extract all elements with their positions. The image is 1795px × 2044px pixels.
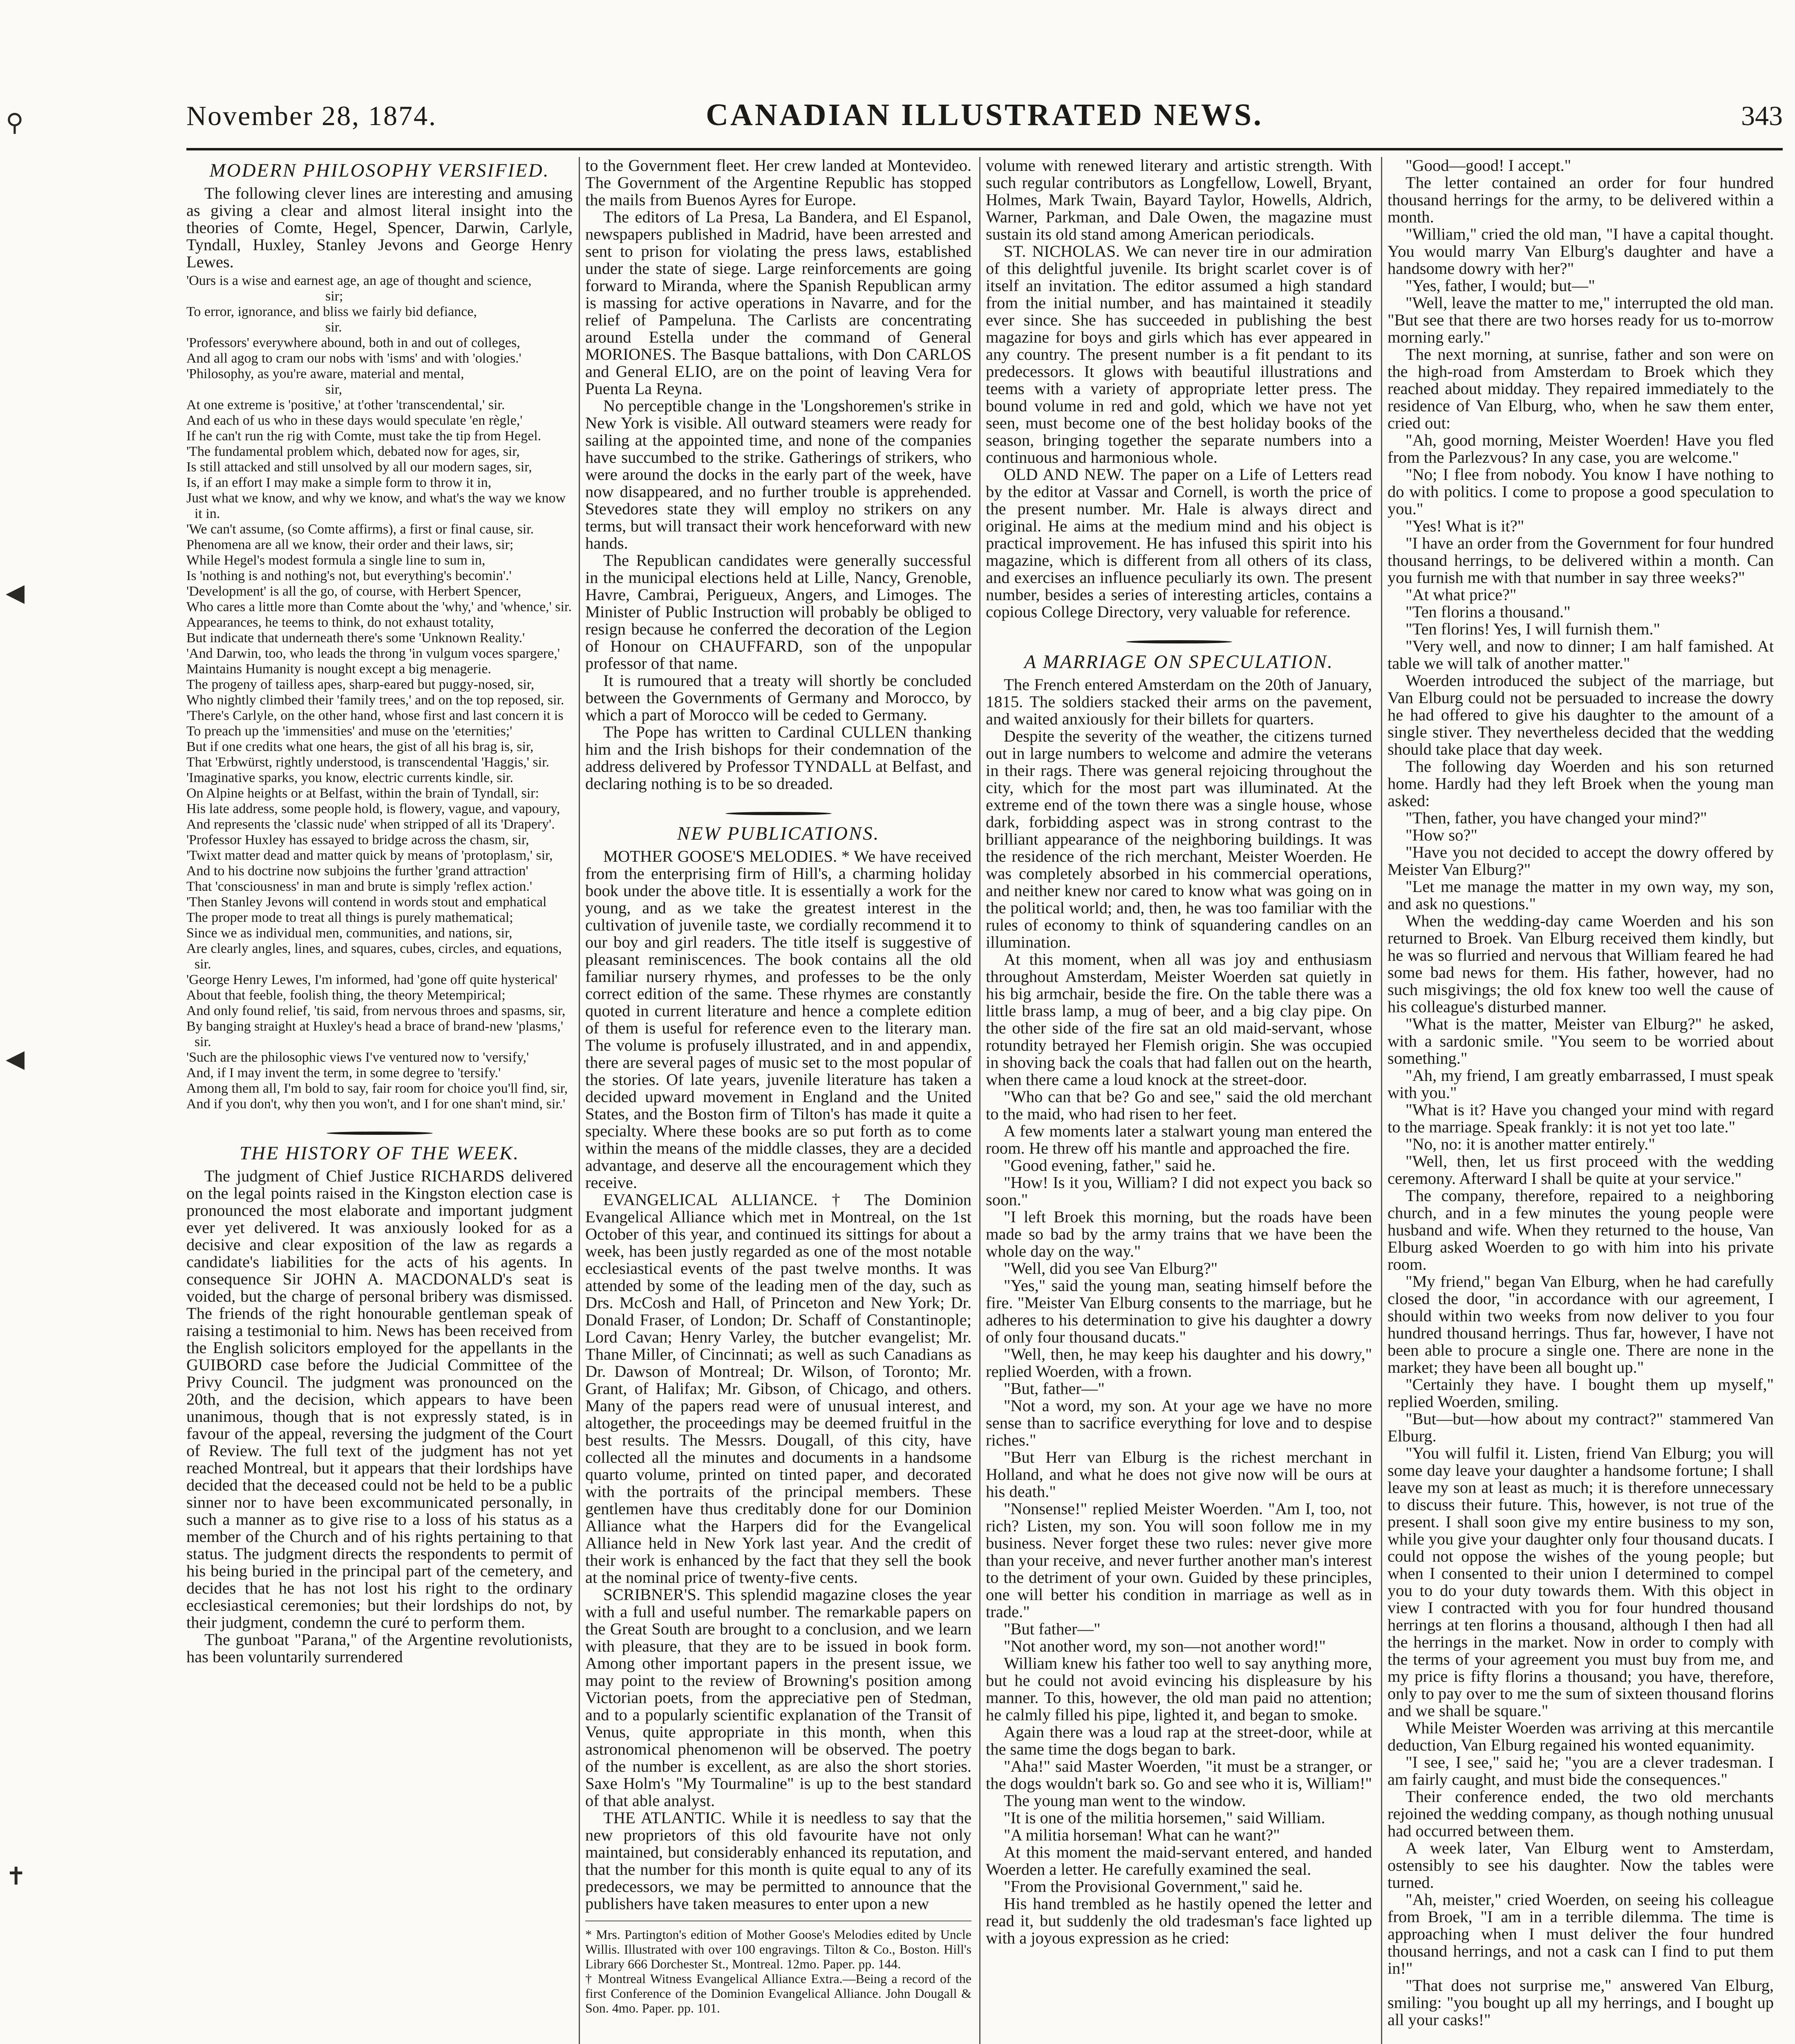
story-paragraph: "Let me manage the matter in my own way, my son, and ask no questions." [1388, 877, 1774, 913]
story-paragraph: "How! Is it you, William? I did not expect you back so soon." [986, 1173, 1372, 1209]
review-paragraph: MOTHER GOOSE'S MELODIES. * We have received from the enterprising firm of Hill's, a charming holiday book under the above title. It is essentially a work for the young, and as we take the greatest interest in the cultivation of juvenile taste, we cordially recommend it to our boy and girl readers. The title itself is suggestive of pleasant reminiscences. The book contains all the old familiar nursery rhymes, and professes to be the only correct edition of the same. These rhymes are constantly quoted in current literature and hence a complete edition of them is useful for reference even to the literary man. The volume is profusely illustrated, and in and appendix, there are several pages of music set to the most popular of the stories. Of late years, juvenile literature has taken a decided upward movement in England and the United States, and the Boston firm of Tilton's has made it quite a specialty. Where these books are so put forth as to come within the means of the middle classes, they are a decided advantage, and deserve all the encouragement which they receive. [585, 847, 971, 1192]
story-paragraph: At this moment, when all was joy and enthusiasm throughout Amsterdam, Meister Woerden sat quietly in his big armchair, beside the fire. On the table there was a little brass lamp, a mug of beer, and a big clay pipe. On the other side of the fire sat an old maid-servant, whose rotundity betrayed her Flemish origin. She was occupied in shoving back the coals that had fallen out on the hearth, when there came a loud knock at the street-door. [986, 950, 1372, 1089]
poem-line: By banging straight at Huxley's head a brace of brand-new 'plasms,' sir. [186, 1019, 563, 1049]
poem-line: 'Then Stanley Jevons will contend in words stout and emphatical [186, 894, 547, 910]
story-paragraph: The company, therefore, repaired to a neighboring church, and in a few minutes the young people were husband and wife. When they returned to the house, Van Elburg asked Woerden to go with him into his private room. [1388, 1186, 1774, 1273]
story-paragraph: William knew his father too well to say anything more, but he could not avoid evincing his displeasure by his manner. To this, however, the old man paid no attention; he calmly filled his pipe, lighted it, and began to smoke. [986, 1654, 1372, 1724]
poem-line: 'Twixt matter dead and matter quick by means of 'protoplasm,' sir, [186, 848, 553, 863]
poem-line: And each of us who in these days would speculate 'en règle,' [186, 413, 523, 428]
poem-line: 'Development' is all the go, of course, with Herbert Spencer, [186, 584, 521, 599]
review-paragraph: THE ATLANTIC. While it is needless to say that the new proprietors of this old favourite have not only maintained, but considerably enhanced its reputation, and that the number for this month is quite equal to any of its predecessors, we may be permitted to announce that the publishers have taken measures to enter upon a new [585, 1809, 971, 1913]
column-rule [579, 157, 580, 2044]
story-paragraph: "What is it? Have you changed your mind with regard to the marriage. Speak frankly: it is not yet too late." [1388, 1100, 1774, 1136]
review-paragraph: SCRIBNER'S. This splendid magazine closes the year with a full and useful number. The remarkable papers on the Great South are brought to a conclusion, and we learn with pleasure, that they are to be issued in book form. Among other important papers in the present issue, we may point to the review of Browning's position among Victorian poets, from the appreciative pen of Stedman, and to a popularly scientific explanation of the Transit of Venus, quite appropriate in this month, when this astronomical phenomenon will be observed. The poetry of the number is excellent, as are also the short stories. Saxe Holm's "My Tourmaline" is up to the best standard of that able analyst. [585, 1585, 971, 1810]
poem-line: Is, if an effort I may make a simple form to throw it in, [186, 475, 492, 490]
footnote: † Montreal Witness Evangelical Alliance Extra.—Being a record of the first Conference of the Dominion Evangelical Alliance. John Dougall & Son. 4mo. Paper. pp. 101. [585, 1971, 971, 2015]
poem-line: Since we as individual men, communities, and nations, sir, [186, 926, 513, 941]
poem-line: That 'consciousness' in man and brute is simply 'reflex action.' [186, 879, 532, 894]
poem-line: The proper mode to treat all things is purely mathematical; [186, 910, 513, 925]
poem-line: 'Imaginative sparks, you know, electric currents kindle, sir. [186, 770, 513, 785]
poem-line: And, if I may invent the term, in some degree to 'tersify.' [186, 1065, 501, 1080]
poem-line: To error, ignorance, and bliss we fairly bid defiance, [186, 304, 477, 319]
poem-line: And if you don't, why then you won't, and I for one shan't mind, sir.' [186, 1096, 566, 1112]
story-paragraph: "Ah, good morning, Meister Woerden! Have you fled from the Parlezvous? In any case, you are welcome." [1388, 431, 1774, 466]
story-paragraph: "Yes," said the young man, seating himself before the fire. "Meister Van Elburg consents to the marriage, but he adheres to his determination to give his daughter a dowry of only four thousand ducats." [986, 1276, 1372, 1346]
poem-line-turnover: sir; [325, 289, 343, 304]
story-paragraph: "I have an order from the Government for four hundred thousand herrings, to be delivered within a month. Can you furnish me with that number in say three weeks?" [1388, 534, 1774, 587]
story-paragraph: "Ten florins a thousand." [1406, 603, 1571, 621]
story-paragraph: "I see, I see," said he; "you are a clever tradesman. I am fairly caught, and must bide the consequences." [1388, 1753, 1774, 1788]
poem-line: Among them all, I'm bold to say, fair room for choice you'll find, sir, [186, 1081, 568, 1096]
story-paragraph: "From the Provisional Government," said he. [1004, 1877, 1303, 1896]
section-divider [986, 630, 1372, 647]
story-paragraph: "A militia horseman! What can he want?" [1004, 1826, 1280, 1844]
story-paragraph: "At what price?" [1406, 585, 1517, 604]
poem-line: If he can't run the rig with Comte, must take the tip from Hegel. [186, 428, 542, 444]
section-divider [585, 801, 971, 818]
poem-line: But if one credits what one hears, the gist of all his brag is, sir, [186, 739, 534, 754]
article-paragraph: to the Government fleet. Her crew landed at Montevideo. The Government of the Argentine Republic has stopped the mails from Buenos Ayres for Europe. [585, 157, 971, 209]
story-paragraph: "Well, then, he may keep his daughter and his dowry," replied Woerden, with a frown. [986, 1345, 1372, 1381]
poem-line: 'Such are the philosophic views I've ventured now to 'versify,' [186, 1050, 529, 1065]
poem-line: 'George Henry Lewes, I'm informed, had 'gone off quite hysterical' [186, 972, 557, 987]
story-paragraph: The French entered Amsterdam on the 20th of January, 1815. The soldiers stacked their arms on the pavement, and waited anxiously for their billets for quarters. [986, 675, 1372, 728]
story-paragraph: "That does not surprise me," answered Van Elburg, smiling: "you bought up all my herrings, and I bought up all your casks!" [1388, 1976, 1774, 2029]
story-paragraph: "Well, did you see Van Elburg?" [1004, 1259, 1218, 1278]
article-paragraph: It is rumoured that a treaty will shortly be concluded between the Governments of Germany and Morocco, by which a part of Morocco will be ceded to Germany. [585, 671, 971, 724]
story-paragraph: "But, father—" [1004, 1379, 1105, 1398]
story-paragraph: "What is the matter, Meister van Elburg?" he asked, with a sardonic smile. "You seem to be worried about something." [1388, 1015, 1774, 1067]
article-paragraph: The Republican candidates were generally successful in the municipal elections held at Lille, Nancy, Grenoble, Havre, Cambrai, Perigueux, Angers, and Limoges. The Minister of Public Instruction will probably be obliged to resign because he conferred the decoration of the Legion of Honour on CHAUFFARD, son of the unpopular professor of that name. [585, 551, 971, 672]
poem-line: And represents the 'classic nude' when stripped of all its 'Drapery'. [186, 817, 555, 832]
article-paragraph: The Pope has written to Cardinal CULLEN thanking him and the Irish bishops for their condemnation of the address delivered by Professor TYNDALL at Belfast, and declaring nothing is to be so dreaded. [585, 723, 971, 793]
story-paragraph: "Yes, father, I would; but—" [1406, 276, 1595, 295]
story-paragraph: Woerden introduced the subject of the marriage, but Van Elburg could not be persuaded to increase the dowry he had offered to give his daughter to the amount of a single stiver. They nevertheless decided that the wedding should take place that day week. [1388, 671, 1774, 758]
story-paragraph: "Well, then, let us first proceed with the wedding ceremony. Afterward I shall be quite at your service." [1388, 1152, 1774, 1188]
poem-line: Phenomena are all we know, their order and their laws, sir; [186, 537, 514, 552]
story-paragraph: The next morning, at sunrise, father and son were on the high-road from Amsterdam to Broek which they reached about midday. They repaired immediately to the residence of Van Elburg, who, when he saw them enter, cried out: [1388, 345, 1774, 432]
poem-line: 'There's Carlyle, on the other hand, whose first and last concern it is [186, 708, 564, 723]
story-paragraph: "Very well, and now to dinner; I am half famished. At table we will talk of another matter." [1388, 637, 1774, 672]
story-paragraph: A few moments later a stalwart young man entered the room. He threw off his mantle and approached the fire. [986, 1122, 1372, 1157]
poem-line: 'Ours is a wise and earnest age, an age of thought and science, [186, 273, 532, 288]
poem-line: The progeny of tailless apes, sharp-eared but puggy-nosed, sir, [186, 677, 535, 692]
story-paragraph: Again there was a loud rap at the street-door, while at the same time the dogs began to bark. [986, 1723, 1372, 1758]
story-paragraph: "Have you not decided to accept the dowry offered by Meister Van Elburg?" [1388, 843, 1774, 879]
article-paragraph: No perceptible change in the 'Longshoremen's strike in New York is visible. All outward steamers were ready for sailing at the appointed time, and none of the companies have succumbed to the strike. Gatherings of strikers, who were around the docks in the early part of the week, have now disappeared, and no further trouble is apprehended. Stevedores state they will employ no strikers on any terms, but will transact their work henceforward with new hands. [585, 397, 971, 552]
story-paragraph: The following day Woerden and his son returned home. Hardly had they left Broek when the young man asked: [1388, 757, 1774, 810]
poem-title: MODERN PHILOSOPHY VERSIFIED. [209, 160, 550, 181]
poem-line: Maintains Humanity is nought except a big menagerie. [186, 661, 491, 677]
poem-line: Is 'nothing is and nothing's not, but everything's becomin'.' [186, 568, 512, 583]
margin-mark-icon: ◀ [6, 1044, 25, 1073]
story-paragraph: "Certainly they have. I bought them up myself," replied Woerden, smiling. [1388, 1375, 1774, 1411]
story-paragraph: "Good evening, father," said he. [1004, 1156, 1216, 1174]
story-paragraph: "But Herr van Elburg is the richest merchant in Holland, and what he does not give now will be ours at his death." [986, 1448, 1372, 1501]
poem-line: And all agog to cram our nobs with 'isms' and with 'ologies.' [186, 351, 521, 366]
poem-line-turnover: sir. [325, 320, 342, 335]
column-1 [186, 157, 573, 2044]
poem-line: 'Philosophy, as you're aware, material and mental, [186, 366, 464, 381]
story-paragraph: "No; I flee from nobody. You know I have nothing to do with politics. I come to propose a good speculation to you." [1388, 465, 1774, 518]
header-rule [186, 148, 1783, 150]
story-paragraph: Their conference ended, the two old merchants rejoined the wedding company, as though nothing unusual had occurred between them. [1388, 1787, 1774, 1840]
story-paragraph: When the wedding-day came Woerden and his son returned to Broek. Van Elburg received them kindly, but he was so flurried and nervous that William feared he had some bad news for them. His father, however, had no such misgivings; the old fox knew too well the cause of his colleague's disturbed manner. [1388, 912, 1774, 1016]
issue-date: November 28, 1874. [186, 100, 437, 131]
article-paragraph: The gunboat "Parana," of the Argentine revolutionists, has been voluntarily surrendered [186, 1630, 573, 1666]
story-paragraph: "My friend," began Van Elburg, when he had carefully closed the door, "in accordance with our agreement, I should within two weeks from now deliver to you four hundred thousand herrings. Thus far, however, I have not been able to procure a single one. There are none in the market; they have been all bought up." [1388, 1272, 1774, 1376]
column-4 [1388, 157, 1774, 2044]
story-paragraph: His hand trembled as he hastily opened the letter and read it, but suddenly the old tradesman's face lighted up with a joyous expression as he cried: [986, 1894, 1372, 1947]
footnotes [585, 1921, 971, 2015]
poem-line: But indicate that underneath there's some 'Unknown Reality.' [186, 630, 525, 645]
story-paragraph: "But father—" [1004, 1620, 1101, 1638]
column-rule [979, 157, 980, 2044]
poem-line: Who nightly climbed their 'family trees,' and on the top reposed, sir. [186, 693, 564, 708]
story-paragraph: "I left Broek this morning, but the roads have been made so bad by the army trains that we have been the whole day on the way." [986, 1208, 1372, 1260]
poem-line: And only found relief, 'tis said, from nervous throes and spasms, sir, [186, 1003, 566, 1018]
story-paragraph: "William," cried the old man, "I have a capital thought. You would marry Van Elburg's daughter and have a handsome dowry with her?" [1388, 225, 1774, 278]
story-paragraph: A week later, Van Elburg went to Amsterdam, ostensibly to see his daughter. Now the tables were turned. [1388, 1839, 1774, 1892]
story-paragraph: "You will fulfil it. Listen, friend Van Elburg; you will some day leave your daughter a handsome fortune; I shall leave my son at least as much; it is therefore unnecessary to discuss their future. This, however, is not true of the present. I shall soon give my entire business to my son, while you give your daughter only four thousand ducats. I could not oppose the wishes of the young people; but when I consented to their union I determined to compel you to do your duty towards them. With this object in view I contracted with you for four hundred thousand herrings at ten florins a thousand, although I then had all the herrings in the market. Now in order to comply with the terms of your agreement you must buy from me, and my price is fifty florins a thousand; you have, therefore, only to pay over to me the sum of sixteen thousand florins and we shall be square." [1388, 1444, 1774, 1720]
page-number: 343 [1741, 100, 1783, 131]
publications-title: NEW PUBLICATIONS. [677, 823, 880, 844]
poem-line: Just what we know, and why we know, and what's the way we know it in. [186, 491, 566, 521]
poem-line: 'The fundamental problem which, debated now for ages, sir, [186, 444, 520, 459]
column-rule [1381, 157, 1382, 2044]
poem-line-turnover: sir, [325, 382, 342, 397]
column-2 [585, 157, 971, 2044]
article-paragraph: The editors of La Presa, La Bandera, and El Espanol, newspapers published in Madrid, have been arrested and sent to prison for violating the press laws, established under the state of siege. Large reinforcements are going forward to Miranda, where the Spanish Republican army is massing for active operations in Navarre, and for the relief of Pampeluna. The Carlists are concentrating around Estella under the command of General MORIONES. The Basque battalions, with Don CARLOS and General ELIO, are on the point of leaving Vera for Puenta La Reyna. [585, 208, 971, 398]
story-paragraph: "Then, father, you have changed your mind?" [1406, 809, 1707, 827]
story-paragraph: "Ah, my friend, I am greatly embarrassed, I must speak with you." [1388, 1066, 1774, 1102]
poem-line: At one extreme is 'positive,' at t'other 'transcendental,' sir. [186, 397, 505, 412]
poem-line: To preach up the 'immensities' and muse on the 'eternities;' [186, 724, 513, 739]
poem-line: On Alpine heights or at Belfast, within the brain of Tyndall, sir: [186, 786, 539, 801]
poem-line: 'We can't assume, (so Comte affirms), a first or final cause, sir. [186, 522, 534, 537]
story-paragraph: "Good—good! I accept." [1406, 157, 1571, 175]
poem-verses [186, 273, 573, 1112]
story-paragraph: "Aha!" said Master Woerden, "it must be a stranger, or the dogs wouldn't bark so. Go and see who it is, William!" [986, 1757, 1372, 1793]
margin-mark-icon: ◀ [6, 578, 25, 607]
poem-line: And to his doctrine now subjoins the further 'grand attraction' [186, 863, 528, 879]
review-paragraph: EVANGELICAL ALLIANCE. † The Dominion Evangelical Alliance which met in Montreal, on the 1st October of this year, and continued its sittings for about a week, has been justly regarded as one of the most notable ecclesiastical events of the past twelve months. It was attended by some of the leading men of the day, such as Drs. McCosh and Hall, of Princeton and New York; Dr. Donald Fraser, of London; Dr. Schaff of Constantinople; Lord Cavan; Henry Varley, the butcher evangelist; Mr. Thane Miller, of Cincinnati; as well as such Canadians as Dr. Dawson of Montreal; Dr. Wilson, of Toronto; Mr. Grant, of Halifax; Mr. Gibson, of Chicago, and others. Many of the papers read were of unusual interest, and altogether, the proceedings may be deemed fruitful in the best results. The Messrs. Dougall, of this city, have collected all the minutes and documents in a handsome quarto volume, printed on tinted paper, and decorated with the portraits of the principal members. These gentlemen have thus creditably done for our Dominion Alliance what the Harpers did for the Evangelical Alliance held in New York last year. And the credit of their work is enhanced by the fact that they sell the book at the nominal price of twenty-five cents. [585, 1190, 971, 1587]
poem-line: Appearances, he teems to think, do not exhaust totality, [186, 615, 494, 630]
story-paragraph: "Nonsense!" replied Meister Woerden. "Am I, too, not rich? Listen, my son. You will soon follow me in my business. Never forget these two rules: never give more than your receive, and never further another man's interest to the detriment of your own. Guided by these principles, one will better his condition in marriage as well as in trade." [986, 1499, 1372, 1621]
poem-intro: The following clever lines are interesting and amusing as giving a clear and almost literal insight into the theories of Comte, Hegel, Spencer, Darwin, Carlyle, Tyndall, Huxley, Stanley Jevons and George Henry Lewes. [186, 184, 573, 271]
story-paragraph: Despite the severity of the weather, the citizens turned out in large numbers to welcome and admire the veterans in their rags. There was general rejoicing throughout the city, which for the most part was illuminated. At the extreme end of the town there was a single house, whose dark, forbidding aspect was in strong contrast to the brilliant appearance of the neighboring buildings. It was the residence of the rich merchant, Meister Woerden. He was completely absorbed in his commercial operations, and neither knew nor cared to know what was going on in the political world; and, then, he was too familiar with the rules of economy to think of squandering candles on an illumination. [986, 727, 1372, 951]
story-paragraph: "No, no: it is another matter entirely." [1406, 1135, 1655, 1153]
story-paragraph: "Ten florins! Yes, I will furnish them." [1406, 620, 1661, 638]
poem-line: Are clearly angles, lines, and squares, cubes, circles, and equations, sir. [186, 941, 562, 972]
review-paragraph: ST. NICHOLAS. We can never tire in our admiration of this delightful juvenile. Its bright scarlet cover is of itself an invitation. The editor assumed a high standard from the initial number, and has maintained it steadily ever since. She has succeeded in publishing the best magazine for boys and girls which has ever appeared in any country. The present number is a fit pendant to its predecessors. It glows with beautiful illustrations and teems with a variety of appropriate letter press. The bound volume in red and gold, which we have not yet seen, must become one of the best holiday books of the season, bringing together the separate numbers into a continuous and harmonious whole. [986, 242, 1372, 466]
poem-line: Is still attacked and still unsolved by all our modern sages, sir, [186, 459, 532, 475]
margin-mark-icon: ✝ [6, 1862, 27, 1891]
story-paragraph: "It is one of the militia horsemen," said William. [1004, 1809, 1325, 1827]
review-paragraph: OLD AND NEW. The paper on a Life of Letters read by the editor at Vassar and Cornell, is worth the price of the present number. Mr. Hale is always direct and original. He aims at the medium mind and his object is practical improvement. He has infused this spirit into his magazine, which is different from all others of its class, and exercises an influence peculiarly its own. The present number, besides a series of interesting articles, contains a copious College Directory, very valuable for reference. [986, 465, 1372, 621]
story-paragraph: "How so?" [1406, 826, 1477, 844]
story-paragraph: "Not another word, my son—not another word!" [1004, 1637, 1326, 1655]
section-divider [186, 1121, 573, 1138]
history-title: THE HISTORY OF THE WEEK. [239, 1143, 520, 1164]
poem-line: That 'Erbwürst, rightly understood, is transcendental 'Haggis,' sir. [186, 755, 550, 770]
story-paragraph: While Meister Woerden was arriving at this mercantile deduction, Van Elburg regained his wonted equanimity. [1388, 1719, 1774, 1754]
footnote: * Mrs. Partington's edition of Mother Goose's Melodies edited by Uncle Willis. Illustrated with over 100 engravings. Tilton & Co., Boston. Hill's Library 666 Dorchester St., Montreal. 12mo. Paper. pp. 144. [585, 1927, 971, 1971]
story-paragraph: At this moment the maid-servant entered, and handed Woerden a letter. He carefully examined the seal. [986, 1843, 1372, 1878]
story-title: A MARRIAGE ON SPECULATION. [1024, 651, 1334, 672]
newspaper-title: CANADIAN ILLUSTRATED NEWS. [706, 98, 1263, 132]
margin-mark-icon: ⚲ [6, 108, 24, 137]
article-paragraph: The judgment of Chief Justice RICHARDS delivered on the legal points raised in the Kingston election case is pronounced the most elaborate and important judgment ever yet delivered. It was anxiously looked for as a decisive and clear exposition of the law as regards a candidate's liabilities for the acts of his agents. In consequence Sir JOHN A. MACDONALD's seat is voided, but the charge of personal bribery was dismissed. The friends of the right honourable gentleman speak of raising a testimonial to him. News has been received from the English solicitors employed for the appellants in the GUIBORD case before the Judicial Committee of the Privy Council. The judgment was pronounced on the 20th, and the decision, which appears to have been unanimous, though that is not expressly stated, is in favour of the appeal, reversing the judgment of the Court of Review. The full text of the judgment has not yet reached Montreal, but it appears that their lordships have decided that the deceased could not be held to be a public sinner nor to have been excommunicated personally, in such a manner as to give rise to a loss of his status as a member of the Church and of his rights pertaining to that status. The judgment directs the respondents to permit of his being buried in the principal part of the cemetery, and decides that he has not lost his right to the ordinary ecclesiastical ceremonies; but their lordships do not, by their judgment, condemn the curé to perform them. [186, 1167, 573, 1632]
review-paragraph: volume with renewed literary and artistic strength. With such regular contributors as Longfellow, Lowell, Bryant, Holmes, Mark Twain, Bayard Taylor, Howells, Aldrich, Warner, Parkman, and Dale Owen, the magazine must sustain its old stand among American periodicals. [986, 157, 1372, 243]
column-3 [986, 157, 1372, 2044]
story-paragraph: The letter contained an order for four hundred thousand herrings for the army, to be delivered within a month. [1388, 173, 1774, 226]
story-paragraph: "Not a word, my son. At your age we have no more sense than to sacrifice everything for love and to despise riches." [986, 1396, 1372, 1449]
poem-line: 'Professor Huxley has essayed to bridge across the chasm, sir, [186, 832, 529, 847]
page-header [186, 97, 1783, 143]
story-paragraph: The young man went to the window. [1004, 1791, 1246, 1810]
poem-line: 'And Darwin, too, who leads the throng 'in vulgum voces spargere,' [186, 646, 560, 661]
story-paragraph: "Who can that be? Go and see," said the old merchant to the maid, who had risen to her feet. [986, 1087, 1372, 1123]
poem-line: His late address, some people hold, is flowery, vague, and vapoury, [186, 801, 560, 816]
poem-line: While Hegel's modest formula a single line to sum in, [186, 553, 486, 568]
poem-line: About that feeble, foolish thing, the theory Metempirical; [186, 988, 506, 1003]
story-paragraph: "Well, leave the matter to me," interrupted the old man. "But see that there are two horses ready for us to-morrow morning early." [1388, 294, 1774, 346]
story-paragraph: "Yes! What is it?" [1406, 517, 1524, 535]
story-paragraph: "But—but—how about my contract?" stammered Van Elburg. [1388, 1410, 1774, 1445]
story-paragraph: "Ah, meister," cried Woerden, on seeing his colleague from Broek, "I am in a terrible dilemma. The time is approaching when I must deliver the four hundred thousand herrings, and not a cask can I find to put them in!" [1388, 1890, 1774, 1977]
poem-line: Who cares a little more than Comte about the 'why,' and 'whence,' sir. [186, 599, 572, 614]
poem-line: 'Professors' everywhere abound, both in and out of colleges, [186, 335, 520, 350]
